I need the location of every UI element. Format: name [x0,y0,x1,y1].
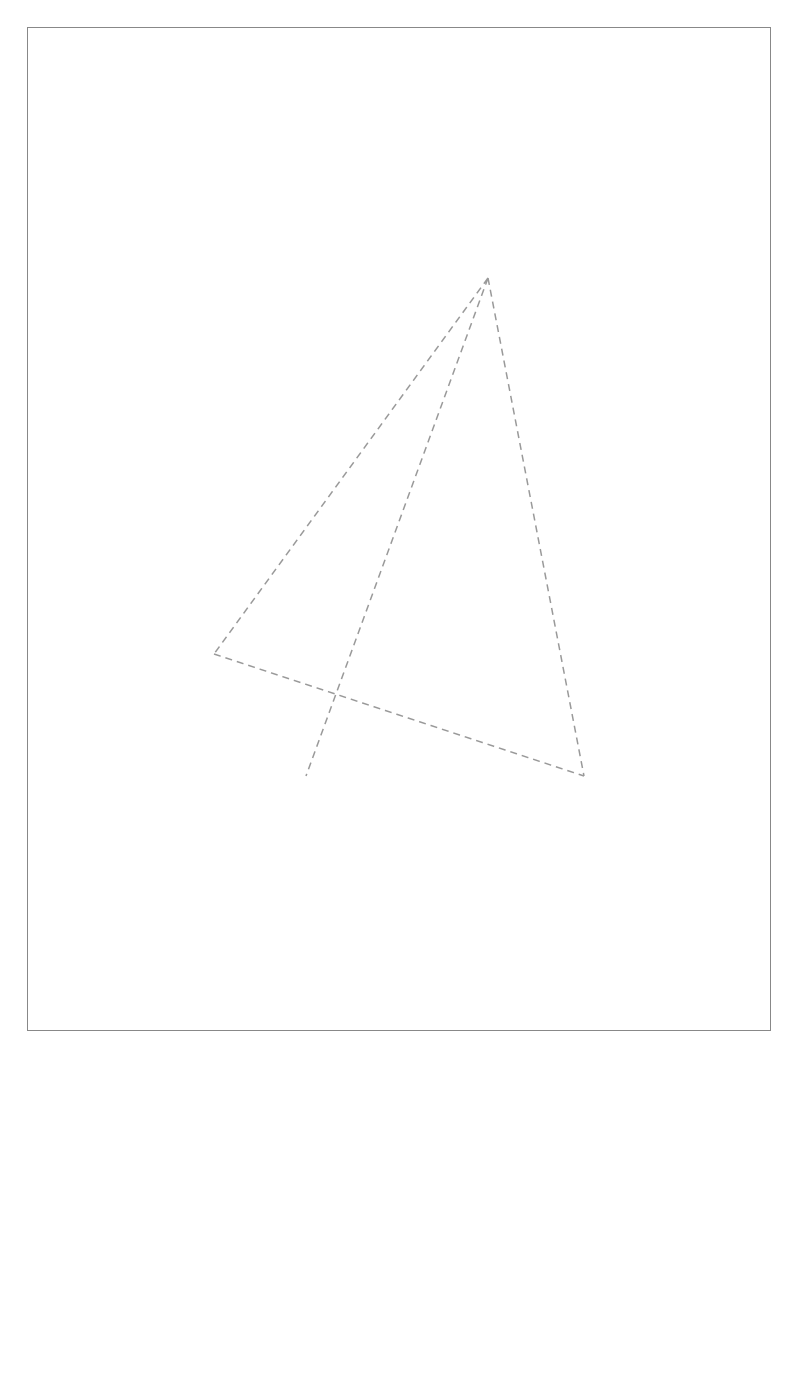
astrology-chart [27,27,771,1031]
sihua-lines [28,28,772,1032]
